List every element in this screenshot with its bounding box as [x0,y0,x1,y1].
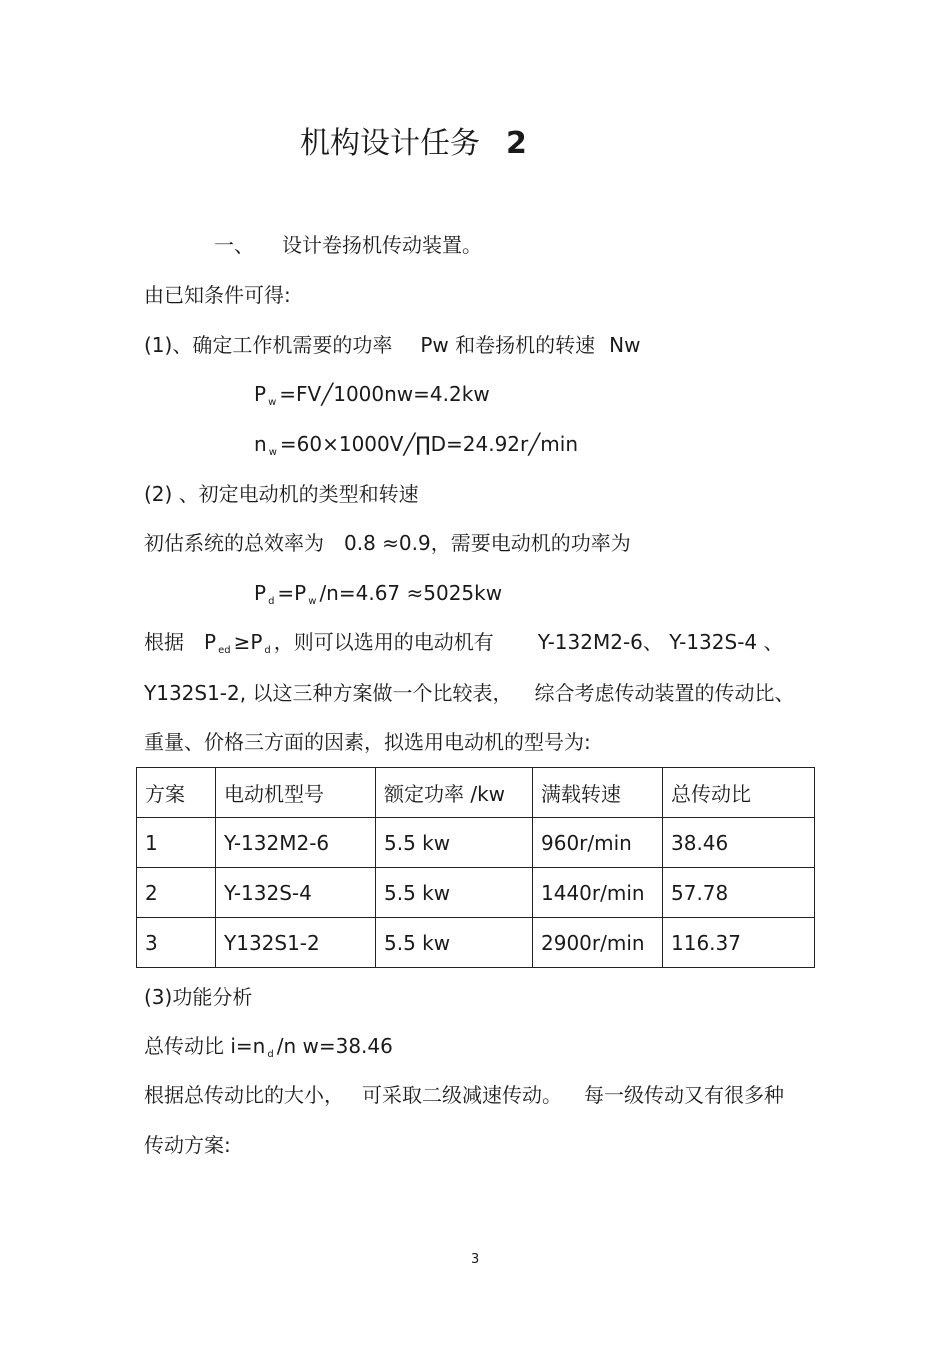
ratio-value: /n w=38.46 [276,1034,393,1058]
eq-expression: =FV╱1000nw=4.2kw [279,382,490,406]
choice-text: ，则可以选用的电动机有 [273,630,494,654]
table-row [137,868,815,918]
choice-ge: ≥P [233,630,263,654]
efficiency-label: 初估系统的总效率为 [144,531,324,555]
motor-comparison-table [136,767,815,968]
section-index: 一、 [214,233,254,257]
choice-line-3: 重量、价格三方面的因素，拟选用电动机的型号为: [144,730,591,754]
table-cell: 1 [137,818,216,868]
table-cell: 38.46 [663,818,815,868]
table-cell: 2 [137,868,216,918]
efficiency-value: 0.8 ≈0.9，需要电动机的功率为 [344,531,631,555]
table-header-cell: 电动机型号 [216,768,376,818]
eq-subscript: w [268,447,277,458]
table-cell: 2900r/min [533,918,663,968]
choice-label: 根据 [144,630,184,654]
table-cell: 960r/min [533,818,663,868]
choice2-b: 综合考虑传动装置的传动比、 [534,681,795,705]
table-cell: 5.5 kw [376,868,533,918]
table-cell: 5.5 kw [376,818,533,868]
table-header-cell: 满载转速 [533,768,663,818]
eq-symbol: P [254,581,267,605]
step1-line [144,332,640,358]
table-row [137,818,815,868]
table-header-row [137,768,815,818]
title-text: 机构设计任务 [300,126,480,161]
choice-p1-sub: ed [218,645,231,656]
step2-text: (2) 、初定电动机的类型和转速 [144,482,419,506]
table-cell: 3 [137,918,216,968]
choice-line [144,629,784,660]
table-cell: 116.37 [663,918,815,968]
step1-pw: Pw 和卷扬机的转速 [420,333,596,357]
eq-expression: /n=4.67 ≈5025kw [319,581,503,605]
table-cell: 57.78 [663,868,815,918]
section-heading [214,232,482,258]
equation-pd [254,580,502,611]
choice-models: Y-132M2-6、 Y-132S-4 、 [537,630,784,654]
equation-nw [254,431,578,462]
ratio-line [144,1033,393,1064]
table-cell: Y132S1-2 [216,918,376,968]
equation-pw [254,381,490,412]
table-header-cell: 总传动比 [663,768,815,818]
step3-text: (3)功能分析 [144,985,253,1009]
eq-subscript: w [268,397,277,408]
table-row [137,918,815,968]
choice-p1: P [204,630,217,654]
eq-subscript-2: w [308,596,317,607]
choice-line-2 [144,680,794,706]
page-title [300,124,527,164]
section-text: 设计卷扬机传动装置。 [282,233,482,257]
table-cell: Y-132S-4 [216,868,376,918]
eq-mid: =P [277,581,307,605]
choice-p2-sub: d [264,645,271,656]
table-header-cell: 方案 [137,768,216,818]
ratio-label: 总传动比 i=n [144,1034,266,1058]
reduce-a: 根据总传动比的大小， [144,1083,344,1107]
choice2-a: Y132S1-2, 以这三种方案做一个比较表， [144,681,513,705]
scheme-text: 传动方案: [144,1133,231,1157]
reduce-b: 可采取二级减速传动。 [362,1083,562,1107]
intro-text: 由已知条件可得: [144,283,291,307]
step1-nw: Nw [609,333,641,357]
eq-expression: =60×1000V╱∏D=24.92r╱min [279,432,578,456]
title-number: 2 [506,126,527,161]
table-header-cell: 额定功率 /kw [376,768,533,818]
table-cell: 5.5 kw [376,918,533,968]
step1-label: (1)、确定工作机需要的功率 [144,333,393,357]
page-number: 3 [471,1252,480,1267]
eq-symbol: n [254,432,267,456]
eq-subscript: d [268,596,275,607]
ratio-subscript: d [267,1049,274,1060]
reduce-c: 每一级传动又有很多种 [584,1083,784,1107]
table-cell: 1440r/min [533,868,663,918]
efficiency-line [144,530,631,556]
table-cell: Y-132M2-6 [216,818,376,868]
reduce-line [144,1082,784,1108]
eq-symbol: P [254,382,267,406]
